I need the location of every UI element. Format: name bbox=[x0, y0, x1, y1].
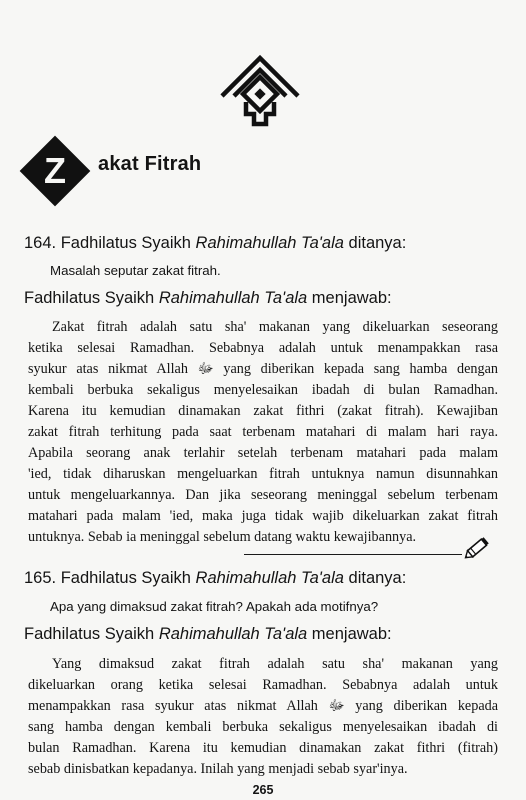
question-text: Masalah seputar zakat fitrah. bbox=[50, 263, 221, 278]
text-line: ketika selesai Ramadhan. Sebabnya adalah untuk menampakkan rasa bbox=[28, 340, 498, 356]
text-line: sebab dinisbatkan kepadanya. Inilah yang menjadi sebab syar'inya. bbox=[28, 761, 408, 777]
text-line: kembali berbuka sekaligus menyelesaikan ibadah di bulan Ramadhan. bbox=[28, 382, 498, 398]
page-number: 265 bbox=[252, 783, 274, 797]
question-number: 165. bbox=[24, 569, 57, 587]
text-line: 'ied, tidak diharuskan mengeluarkan fitrah untuknya namun disunnahkan bbox=[28, 466, 498, 482]
question-heading: 164. Fadhilatus Syaikh Rahimahullah Ta'ala ditanya: bbox=[24, 234, 407, 252]
geometric-ornament-icon bbox=[218, 52, 302, 132]
text-line: syukur atas nikmat Allah ﷻ yang diberikan kepada sang hamba dengan bbox=[28, 361, 498, 377]
text-line: Apabila seorang anak terlahir setelah terbenam matahari pada malam bbox=[28, 445, 498, 461]
text-line: sang hamba dengan kembali berbuka sekaligus menyelesaikan ibadah di bbox=[28, 719, 498, 735]
question-text: Apa yang dimaksud zakat fitrah? Apakah ada motifnya? bbox=[50, 599, 379, 614]
text-line: bulan Ramadhan. Karena itu kemudian dinamakan zakat fithri (fitrah) bbox=[28, 740, 498, 756]
section-divider bbox=[244, 554, 462, 555]
text-line: dikeluarkan orang ketika selesai Ramadhan. Sebabnya adalah untuk bbox=[28, 677, 498, 693]
text-line: Karena itu kemudian dinamakan zakat fithri (zakat fitrah). Kewajiban bbox=[28, 403, 498, 419]
answer-heading: Fadhilatus Syaikh Rahimahullah Ta'ala menjawab: bbox=[24, 289, 392, 307]
text-line: matahari pada malam 'ied, maka juga tidak wajib dikeluarkan zakat fitrah bbox=[28, 508, 498, 524]
text-line: untuknya. Sebab ia meninggal sebelum datang waktu kewajibannya. bbox=[28, 529, 417, 545]
answer-paragraph bbox=[28, 317, 498, 548]
text-line: Zakat fitrah adalah satu sha' makanan yang dikeluarkan seseorang bbox=[52, 319, 498, 335]
question-heading: 165. Fadhilatus Syaikh Rahimahullah Ta'ala ditanya: bbox=[24, 569, 407, 587]
question-number: 164. bbox=[24, 234, 57, 252]
chapter-initial: Z bbox=[44, 150, 66, 191]
text-line: menampakkan rasa syukur atas nikmat Allah ﷻ yang diberikan kepada bbox=[28, 698, 499, 714]
pencil-icon bbox=[462, 534, 492, 562]
text-line: zakat fitrah terhitung pada saat terbenam matahari di malam hari raya. bbox=[28, 424, 498, 440]
chapter-title: akat Fitrah bbox=[98, 153, 202, 175]
answer-paragraph bbox=[28, 654, 498, 780]
text-line: Yang dimaksud zakat fitrah adalah satu sha' makanan yang bbox=[52, 656, 498, 672]
text-line: untuk mengeluarkannya. Dan jika seseorang meninggal sebelum terbenam bbox=[28, 487, 498, 503]
answer-heading: Fadhilatus Syaikh Rahimahullah Ta'ala menjawab: bbox=[24, 625, 392, 643]
chapter-letter-badge bbox=[16, 132, 94, 210]
